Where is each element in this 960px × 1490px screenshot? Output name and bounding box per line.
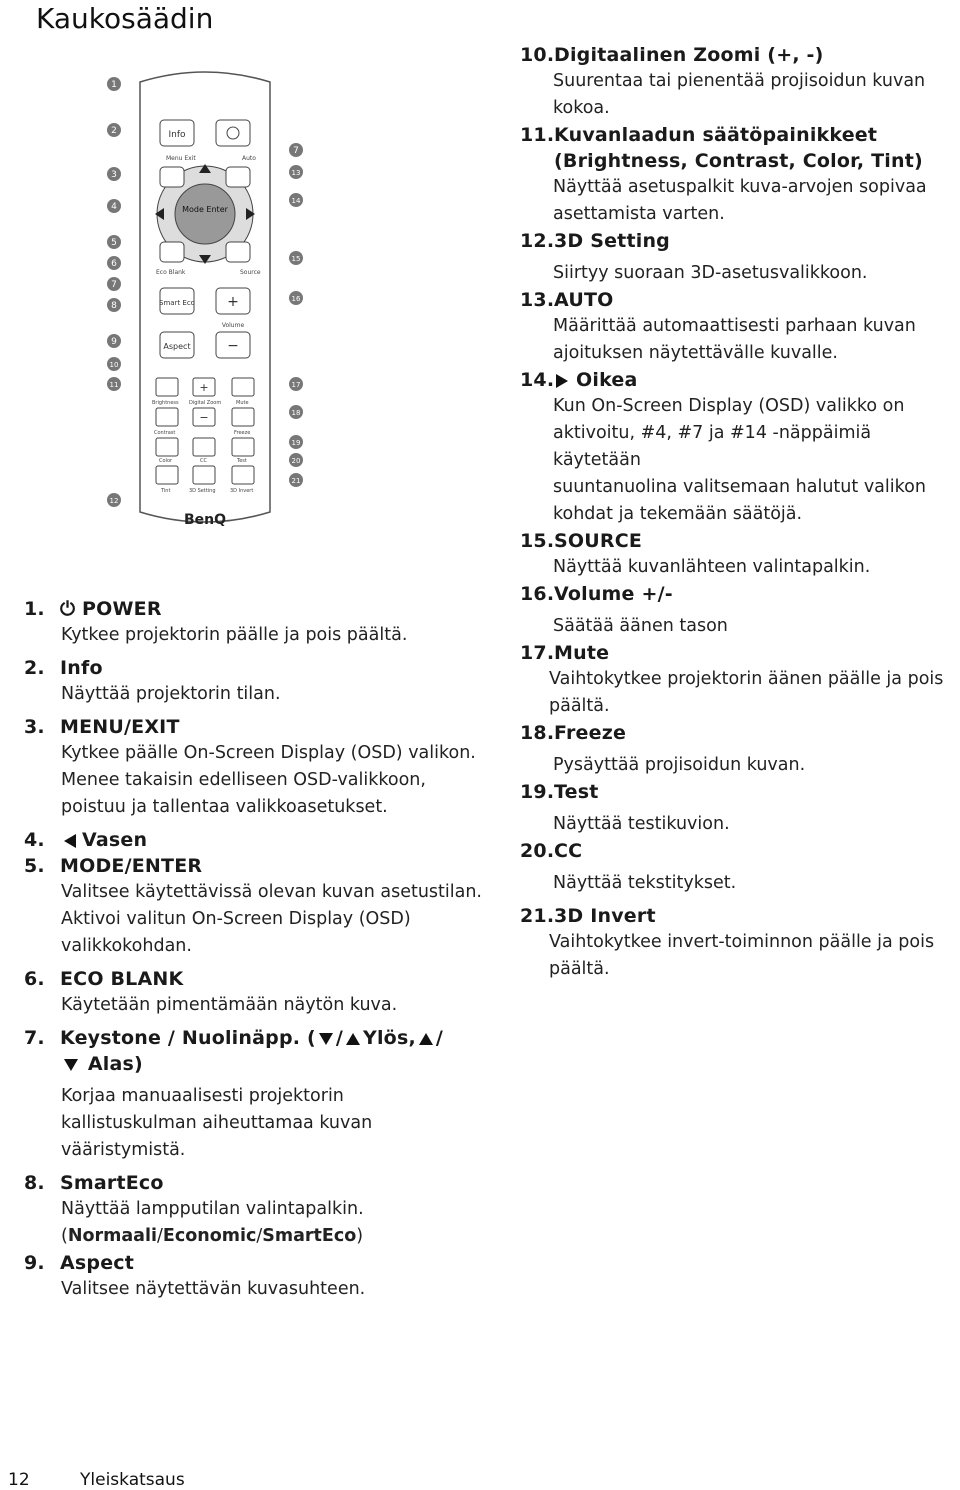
svg-text:Brightness: Brightness — [152, 400, 179, 406]
left-column — [24, 596, 494, 1303]
page-title: Kaukosäädin — [36, 2, 214, 35]
svg-text:7: 7 — [111, 280, 117, 290]
svg-text:−: − — [227, 338, 239, 354]
section-name: Yleiskatsaus — [80, 1470, 185, 1490]
svg-text:8: 8 — [111, 301, 117, 311]
power-icon: ⏻ — [60, 598, 76, 620]
list-item: 1. ⏻ POWER Kytkee projektorin päälle ja pois päältä. — [24, 598, 408, 645]
svg-text:9: 9 — [111, 337, 117, 347]
svg-text:Menu Exit: Menu Exit — [166, 155, 196, 162]
list-item: 11.Kuvanlaadun säätöpainikkeet (Brightness, Contrast, Color, Tint) Näyttää asetuspalkit kuva-arvojen sopivaa asettamista varten. — [520, 124, 927, 224]
svg-text:Color: Color — [159, 458, 173, 464]
svg-text:6: 6 — [111, 259, 117, 269]
svg-text:Tint: Tint — [161, 488, 171, 494]
list-item: 3. MENU/EXIT Kytkee päälle On-Screen Display (OSD) valikon. Menee takaisin edelliseen OSD-valikkoon, poistuu ja tallentaa valikkoasetukset. — [24, 716, 476, 817]
list-item: 8. SmartEco Näyttää lampputilan valintapalkin. (Normaali/Economic/SmartEco) — [24, 1172, 364, 1246]
svg-text:20: 20 — [291, 457, 301, 465]
list-item: 18.Freeze Pysäyttää projisoidun kuvan. — [520, 722, 806, 775]
down-arrow-icon — [64, 1059, 78, 1071]
svg-text:17: 17 — [291, 381, 301, 389]
left-arrow-icon — [64, 834, 76, 848]
list-item: 7. Keystone / Nuolinäpp. ( / Ylös, / Alas) Korjaa manuaalisesti projektorin kallistuskulman aiheuttamaa kuvan vääristymistä. — [24, 1027, 444, 1160]
svg-text:+: + — [199, 381, 209, 394]
svg-text:19: 19 — [291, 439, 301, 447]
svg-text:4: 4 — [111, 202, 117, 212]
list-item: 12.3D Setting Siirtyy suoraan 3D-asetusvalikkoon. — [520, 230, 868, 283]
svg-text:Contrast: Contrast — [154, 430, 176, 436]
svg-text:21: 21 — [291, 477, 301, 485]
svg-text:7: 7 — [293, 146, 299, 156]
svg-text:13: 13 — [291, 169, 301, 177]
list-item: 15.SOURCE Näyttää kuvanlähteen valintapalkin. — [520, 530, 871, 577]
down-arrow-icon — [319, 1033, 333, 1045]
up-arrow-icon — [419, 1033, 433, 1045]
svg-text:Test: Test — [237, 458, 247, 464]
svg-text:Source: Source — [240, 269, 261, 276]
remote-info-label: Info — [168, 130, 186, 140]
svg-text:15: 15 — [291, 255, 301, 263]
remote-control-illustration — [100, 62, 310, 562]
list-item: 21.3D Invert Vaihtokytkee invert-toiminnon päälle ja pois päältä. — [520, 905, 935, 979]
svg-text:3D Invert: 3D Invert — [230, 488, 254, 494]
svg-text:Smart Eco: Smart Eco — [159, 299, 195, 307]
svg-text:Freeze: Freeze — [234, 430, 251, 436]
list-item: 14. Oikea Kun On-Screen Display (OSD) valikko on aktivoitu, #4, #7 ja #14 -näppäimiä käytetään suuntanuolina valitsemaan halutut valikon kohdat ja tekemään säätöjä. — [520, 369, 926, 524]
svg-text:1: 1 — [111, 80, 117, 90]
list-item: 17.Mute Vaihtokytkee projektorin äänen päälle ja pois päältä. — [520, 642, 944, 716]
svg-text:−: − — [199, 411, 209, 424]
svg-text:Digital Zoom: Digital Zoom — [189, 400, 222, 406]
svg-text:10: 10 — [109, 361, 119, 369]
brand-logo: BenQ — [183, 512, 227, 528]
list-item: 2. Info Näyttää projektorin tilan. — [24, 657, 281, 704]
list-item: 4. Vasen — [24, 829, 148, 851]
svg-text:Auto: Auto — [242, 155, 256, 162]
list-item: 6. ECO BLANK Käytetään pimentämään näytön kuva. — [24, 968, 398, 1015]
list-item: 16.Volume +/- Säätää äänen tason — [520, 583, 728, 636]
svg-text:+: + — [227, 294, 239, 310]
svg-text:Volume: Volume — [221, 322, 245, 329]
svg-text:11: 11 — [109, 381, 119, 389]
svg-text:5: 5 — [111, 238, 117, 248]
svg-text:Aspect: Aspect — [163, 342, 191, 351]
list-item: 10.Digitaalinen Zoomi (+, -) Suurentaa tai pienentää projisoidun kuvan kokoa. — [520, 44, 926, 118]
svg-text:CC: CC — [200, 458, 207, 464]
svg-text:2: 2 — [111, 126, 117, 136]
svg-text:12: 12 — [109, 497, 119, 505]
svg-text:16: 16 — [291, 295, 301, 303]
list-item: 13.AUTO Määrittää automaattisesti parhaan kuvan ajoituksen näytettävälle kuvalle. — [520, 289, 916, 363]
svg-text:3: 3 — [111, 170, 117, 180]
svg-text:3D Setting: 3D Setting — [189, 488, 216, 494]
right-column — [520, 42, 960, 983]
list-item: 20.CC Näyttää tekstitykset. — [520, 840, 737, 893]
list-item: 5. MODE/ENTER Valitsee käytettävissä olevan kuvan asetustilan. Aktivoi valitun On-Screen Display (OSD) valikkokohdan. — [24, 855, 482, 956]
page-number: 12 — [8, 1470, 30, 1490]
svg-text:18: 18 — [291, 409, 301, 417]
svg-text:14: 14 — [291, 197, 301, 205]
up-arrow-icon — [346, 1033, 360, 1045]
svg-text:Mute: Mute — [236, 400, 249, 406]
list-item: 9. Aspect Valitsee näytettävän kuvasuhteen. — [24, 1252, 366, 1299]
svg-text:Mode Enter: Mode Enter — [182, 205, 228, 214]
right-arrow-icon — [556, 374, 568, 388]
list-item: 19.Test Näyttää testikuvion. — [520, 781, 730, 834]
svg-text:Eco Blank: Eco Blank — [156, 269, 186, 276]
